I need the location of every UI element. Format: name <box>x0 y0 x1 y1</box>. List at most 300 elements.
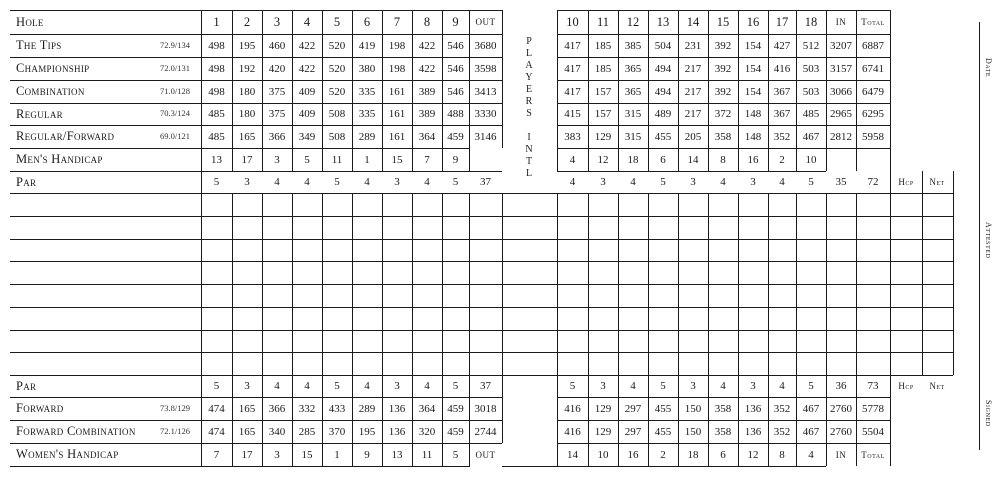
score-front-entry[interactable] <box>442 330 469 352</box>
score-front-entry[interactable] <box>382 307 412 330</box>
score-front-entry[interactable] <box>262 216 292 239</box>
womens-handicap-back-value: 10 <box>597 448 609 461</box>
par-top-back-value: 5 <box>660 176 666 188</box>
score-front-entry[interactable] <box>322 307 352 330</box>
score-front-entry[interactable] <box>201 352 232 375</box>
score-back-entry[interactable] <box>678 307 708 330</box>
mens-handicap-front-value: 5 <box>304 153 310 166</box>
score-back-entry[interactable] <box>618 193 648 216</box>
score-back-entry[interactable] <box>768 284 796 307</box>
score-back-entry[interactable] <box>648 239 678 261</box>
score-net-entry[interactable] <box>922 216 952 239</box>
tee-combination-back-yardage: 392 <box>714 85 732 98</box>
score-front-entry[interactable] <box>232 330 262 352</box>
score-front-entry[interactable] <box>352 307 382 330</box>
tee-tips-rating: 72.9/134 <box>160 39 190 50</box>
tee-regular-front-yardage: 161 <box>388 108 406 120</box>
score-back-entry[interactable] <box>557 352 588 375</box>
score-back-entry[interactable] <box>708 284 738 307</box>
tee-combination-front-yardage: 335 <box>358 85 376 98</box>
score-front-entry[interactable] <box>382 261 412 284</box>
mens-handicap-front-value: 1 <box>364 153 370 166</box>
score-front-entry[interactable] <box>469 216 502 239</box>
score-front-entry[interactable] <box>412 284 442 307</box>
score-front-entry[interactable] <box>412 193 442 216</box>
score-back-entry[interactable] <box>796 261 826 284</box>
score-front-entry[interactable] <box>262 239 292 261</box>
score-back-entry[interactable] <box>618 307 648 330</box>
score-front-entry[interactable] <box>442 216 469 239</box>
grid-line-h <box>557 443 890 444</box>
score-net-entry[interactable] <box>922 307 952 330</box>
score-front-entry[interactable] <box>292 193 322 216</box>
score-back-entry[interactable] <box>796 352 826 375</box>
tee-forward-combination-back-yardage: 358 <box>714 425 732 438</box>
score-front-entry[interactable] <box>322 216 352 239</box>
tee-combination-front-yardage: 498 <box>208 85 225 98</box>
score-back-entry[interactable] <box>738 352 768 375</box>
score-back-entry[interactable] <box>856 239 890 261</box>
mens-handicap-back-value: 14 <box>687 153 699 166</box>
score-front-entry[interactable] <box>322 193 352 216</box>
score-back-entry[interactable] <box>618 284 648 307</box>
score-back-entry[interactable] <box>648 193 678 216</box>
score-back-entry[interactable] <box>648 216 678 239</box>
tee-regular-forward-front-yardage: 366 <box>268 130 286 143</box>
tee-regular-front-yardage: 409 <box>298 108 316 120</box>
score-back-entry[interactable] <box>796 307 826 330</box>
score-back-entry[interactable] <box>557 261 588 284</box>
mens-handicap-back-value: 2 <box>779 153 785 166</box>
score-front-entry[interactable] <box>292 307 322 330</box>
score-net-entry[interactable] <box>922 193 952 216</box>
grid-line-v <box>382 193 383 375</box>
womens-handicap-back-value: 2 <box>660 448 666 461</box>
grid-line-h <box>10 80 502 81</box>
score-front-entry[interactable] <box>382 239 412 261</box>
score-back-entry[interactable] <box>588 239 618 261</box>
tee-regular-forward-back-yardage: 455 <box>654 130 672 143</box>
score-back-entry[interactable] <box>648 307 678 330</box>
score-front-entry[interactable] <box>292 352 322 375</box>
par-top-front-value: 5 <box>213 176 220 188</box>
score-front-entry[interactable] <box>262 284 292 307</box>
score-back-entry[interactable] <box>768 307 796 330</box>
header-in-label: IN <box>835 17 847 27</box>
score-back-entry[interactable] <box>856 193 890 216</box>
score-front-entry[interactable] <box>412 239 442 261</box>
score-front-entry[interactable] <box>322 330 352 352</box>
score-front-entry[interactable] <box>232 307 262 330</box>
mens-handicap-front-value: 7 <box>424 153 430 166</box>
score-front-entry[interactable] <box>262 307 292 330</box>
score-back-entry[interactable] <box>826 261 856 284</box>
score-back-entry[interactable] <box>618 261 648 284</box>
grid-line-v <box>768 375 769 466</box>
score-back-entry[interactable] <box>678 261 708 284</box>
grid-line-h <box>10 352 502 353</box>
score-front-entry[interactable] <box>201 261 232 284</box>
score-front-entry[interactable] <box>412 307 442 330</box>
womens-handicap-front-value: 17 <box>241 448 253 461</box>
score-back-entry[interactable] <box>588 261 618 284</box>
tee-forward-front-yardage: 136 <box>388 402 406 415</box>
score-front-entry[interactable] <box>352 284 382 307</box>
score-front-entry[interactable] <box>352 261 382 284</box>
score-back-entry[interactable] <box>826 216 856 239</box>
score-back-entry[interactable] <box>557 216 588 239</box>
score-front-entry[interactable] <box>382 193 412 216</box>
score-net-entry[interactable] <box>922 239 952 261</box>
grid-line-v <box>201 148 202 193</box>
tee-championship-out-total: 3598 <box>474 62 497 75</box>
score-back-entry[interactable] <box>708 330 738 352</box>
header-hole-number: 12 <box>626 14 640 29</box>
grid-line-v <box>678 375 679 466</box>
mens-handicap-back-value: 6 <box>660 153 666 166</box>
grid-line-v <box>292 10 293 171</box>
score-back-entry[interactable] <box>826 352 856 375</box>
score-front-entry[interactable] <box>382 352 412 375</box>
grid-line-h <box>10 103 502 104</box>
score-back-entry[interactable] <box>796 330 826 352</box>
score-back-entry[interactable] <box>768 352 796 375</box>
score-net-entry[interactable] <box>922 352 952 375</box>
header-hole-number: 17 <box>775 14 789 29</box>
score-front-entry[interactable] <box>352 330 382 352</box>
score-front-entry[interactable] <box>412 216 442 239</box>
score-back-entry[interactable] <box>738 239 768 261</box>
score-front-entry[interactable] <box>442 239 469 261</box>
grid-line-h <box>10 10 502 11</box>
score-front-entry[interactable] <box>201 193 232 216</box>
score-back-entry[interactable] <box>648 352 678 375</box>
score-front-entry[interactable] <box>322 261 352 284</box>
score-front-entry[interactable] <box>232 239 262 261</box>
score-front-entry[interactable] <box>232 193 262 216</box>
mens-handicap-back-value: 10 <box>805 153 817 166</box>
score-back-entry[interactable] <box>796 239 826 261</box>
grid-line-v <box>412 10 413 171</box>
tee-forward-combination-back-yardage: 150 <box>684 425 702 438</box>
score-front-entry[interactable] <box>292 261 322 284</box>
tee-regular-forward-front-yardage: 508 <box>328 130 346 143</box>
tee-regular-back-yardage: 485 <box>802 108 820 120</box>
tee-tips-front-yardage: 546 <box>447 39 464 52</box>
score-player-name-field[interactable] <box>10 216 200 239</box>
grid-line-v <box>292 375 293 466</box>
score-hcp-entry[interactable] <box>890 307 922 330</box>
score-front-entry[interactable] <box>322 352 352 375</box>
score-player-name-field[interactable] <box>10 352 200 375</box>
score-back-entry[interactable] <box>588 284 618 307</box>
score-back-entry[interactable] <box>796 193 826 216</box>
score-front-entry[interactable] <box>232 261 262 284</box>
score-back-entry[interactable] <box>738 216 768 239</box>
score-back-entry[interactable] <box>768 239 796 261</box>
score-front-entry[interactable] <box>292 239 322 261</box>
womens-handicap-out-label: OUT <box>475 449 496 460</box>
grid-line-h <box>557 34 890 35</box>
score-back-entry[interactable] <box>618 239 648 261</box>
score-net-entry[interactable] <box>922 330 952 352</box>
score-front-entry[interactable] <box>412 330 442 352</box>
tee-tips-back-yardage: 427 <box>773 39 791 52</box>
score-back-entry[interactable] <box>768 216 796 239</box>
score-back-entry[interactable] <box>678 239 708 261</box>
score-net-entry[interactable] <box>922 261 952 284</box>
score-back-entry[interactable] <box>826 239 856 261</box>
grid-line-v <box>201 193 202 375</box>
score-hcp-entry[interactable] <box>890 284 922 307</box>
tee-regular-forward-front-yardage: 165 <box>238 130 256 143</box>
par-top-front-value: 5 <box>452 176 459 188</box>
score-back-entry[interactable] <box>557 307 588 330</box>
score-player-name-field[interactable] <box>10 284 200 307</box>
mens-handicap-front-value: 17 <box>241 153 253 166</box>
score-front-entry[interactable] <box>442 307 469 330</box>
score-player-name-field[interactable] <box>10 261 200 284</box>
score-front-entry[interactable] <box>201 216 232 239</box>
score-back-entry[interactable] <box>768 193 796 216</box>
tee-championship-rating: 72.0/131 <box>160 62 190 73</box>
score-front-entry[interactable] <box>292 330 322 352</box>
score-back-entry[interactable] <box>678 216 708 239</box>
score-front-entry[interactable] <box>322 284 352 307</box>
score-back-entry[interactable] <box>856 261 890 284</box>
tee-forward-back-yardage: 129 <box>594 402 612 415</box>
grid-line-v <box>826 10 827 171</box>
grid-line-v <box>382 10 383 171</box>
score-front-entry[interactable] <box>382 284 412 307</box>
score-back-entry[interactable] <box>618 216 648 239</box>
score-front-entry[interactable] <box>201 330 232 352</box>
score-back-entry[interactable] <box>856 216 890 239</box>
score-back-entry[interactable] <box>738 284 768 307</box>
womens-handicap-back-value: 14 <box>567 448 578 461</box>
tee-combination-front-yardage: 180 <box>238 85 256 98</box>
score-front-entry[interactable] <box>469 330 502 352</box>
womens-handicap-back-value: 4 <box>808 448 814 461</box>
score-back-entry[interactable] <box>738 307 768 330</box>
score-hcp-entry[interactable] <box>890 239 922 261</box>
tee-combination-back-yardage: 417 <box>564 85 581 98</box>
score-front-entry[interactable] <box>262 261 292 284</box>
tee-tips-back-yardage: 512 <box>802 39 820 52</box>
score-hcp-entry[interactable] <box>890 330 922 352</box>
womens-handicap-front-value: 3 <box>274 448 280 461</box>
score-back-entry[interactable] <box>648 284 678 307</box>
tee-combination-back-yardage: 367 <box>773 85 791 98</box>
tee-tips-back-yardage: 392 <box>714 39 732 52</box>
par-bottom-back-value: 5 <box>660 380 666 392</box>
grid-line-v <box>678 10 679 171</box>
score-back-entry[interactable] <box>618 330 648 352</box>
score-front-entry[interactable] <box>232 216 262 239</box>
header-hole-number: 4 <box>303 14 311 29</box>
tee-forward-front-yardage: 366 <box>268 402 286 415</box>
score-back-entry[interactable] <box>678 330 708 352</box>
grid-line-h <box>10 239 502 240</box>
score-back-entry[interactable] <box>588 307 618 330</box>
score-back-entry[interactable] <box>738 193 768 216</box>
tee-forward-combination-front-yardage: 474 <box>208 425 225 438</box>
score-back-entry[interactable] <box>678 352 708 375</box>
grid-line-h <box>502 239 953 240</box>
score-back-entry[interactable] <box>768 261 796 284</box>
score-front-entry[interactable] <box>352 216 382 239</box>
score-back-entry[interactable] <box>796 284 826 307</box>
grid-line-v <box>201 375 202 466</box>
score-back-entry[interactable] <box>826 330 856 352</box>
score-back-entry[interactable] <box>708 239 738 261</box>
tee-championship-front-yardage: 422 <box>418 62 436 75</box>
score-back-entry[interactable] <box>557 284 588 307</box>
score-back-entry[interactable] <box>618 352 648 375</box>
grid-line-h <box>10 420 502 421</box>
header-hole-number: 9 <box>452 14 459 29</box>
score-hcp-entry[interactable] <box>890 352 922 375</box>
score-net-entry[interactable] <box>922 284 952 307</box>
score-back-entry[interactable] <box>796 216 826 239</box>
score-hcp-entry[interactable] <box>890 261 922 284</box>
score-back-entry[interactable] <box>768 330 796 352</box>
tee-combination-grand-total: 6479 <box>862 85 884 98</box>
tee-combination-out-total: 3413 <box>474 85 497 98</box>
tee-regular-forward-back-yardage: 129 <box>594 130 612 143</box>
tee-regular-forward-grand-total: 5958 <box>862 130 884 143</box>
score-front-entry[interactable] <box>232 284 262 307</box>
score-front-entry[interactable] <box>262 352 292 375</box>
score-back-entry[interactable] <box>708 352 738 375</box>
score-back-entry[interactable] <box>708 261 738 284</box>
tee-regular-forward-back-yardage: 467 <box>802 130 820 143</box>
grid-line-v <box>890 375 891 466</box>
grid-line-v <box>826 375 827 466</box>
grid-line-h <box>557 125 890 126</box>
par-top-back-value: 3 <box>690 176 696 188</box>
score-back-entry[interactable] <box>588 216 618 239</box>
score-back-entry[interactable] <box>856 307 890 330</box>
grid-line-v <box>557 193 558 375</box>
score-front-entry[interactable] <box>412 352 442 375</box>
score-player-name-field[interactable] <box>10 330 200 352</box>
score-back-entry[interactable] <box>588 193 618 216</box>
score-front-entry[interactable] <box>262 330 292 352</box>
tee-combination-back-yardage: 365 <box>624 85 642 98</box>
score-front-entry[interactable] <box>322 239 352 261</box>
tee-regular-front-yardage: 508 <box>328 108 346 120</box>
score-front-entry[interactable] <box>469 352 502 375</box>
grid-line-v <box>979 22 980 450</box>
score-front-entry[interactable] <box>352 193 382 216</box>
grid-line-h <box>10 34 502 35</box>
score-back-entry[interactable] <box>738 330 768 352</box>
score-back-entry[interactable] <box>557 239 588 261</box>
grid-line-v <box>922 171 923 375</box>
score-front-entry[interactable] <box>382 216 412 239</box>
grid-line-h <box>557 10 890 11</box>
tee-combination-front-yardage: 520 <box>328 85 346 98</box>
tee-tips-front-yardage: 419 <box>358 39 376 52</box>
score-front-entry[interactable] <box>469 307 502 330</box>
tee-tips-front-yardage: 498 <box>208 39 225 52</box>
score-front-entry[interactable] <box>382 330 412 352</box>
par-bottom-total-value: 73 <box>867 380 879 392</box>
score-front-entry[interactable] <box>201 284 232 307</box>
score-back-entry[interactable] <box>557 193 588 216</box>
score-front-entry[interactable] <box>442 284 469 307</box>
score-front-entry[interactable] <box>352 352 382 375</box>
score-player-name-field[interactable] <box>10 193 200 216</box>
womens-handicap-back-value: 6 <box>720 448 726 461</box>
score-front-entry[interactable] <box>442 352 469 375</box>
score-front-entry[interactable] <box>442 193 469 216</box>
score-front-entry[interactable] <box>469 193 502 216</box>
grid-line-h <box>10 307 502 308</box>
score-back-entry[interactable] <box>826 307 856 330</box>
score-front-entry[interactable] <box>292 284 322 307</box>
score-player-name-field[interactable] <box>10 239 200 261</box>
score-back-entry[interactable] <box>856 330 890 352</box>
score-back-entry[interactable] <box>648 261 678 284</box>
grid-line-v <box>588 375 589 466</box>
score-back-entry[interactable] <box>856 352 890 375</box>
score-front-entry[interactable] <box>352 239 382 261</box>
mens-handicap-back-value: 18 <box>627 153 639 166</box>
score-back-entry[interactable] <box>856 284 890 307</box>
score-hcp-entry[interactable] <box>890 193 922 216</box>
score-back-entry[interactable] <box>708 216 738 239</box>
tee-regular-rating: 70.3/124 <box>160 108 190 118</box>
mens-handicap-back-value: 12 <box>597 153 609 166</box>
score-back-entry[interactable] <box>588 330 618 352</box>
score-hcp-entry[interactable] <box>890 216 922 239</box>
score-front-entry[interactable] <box>232 352 262 375</box>
score-back-entry[interactable] <box>648 330 678 352</box>
score-front-entry[interactable] <box>469 261 502 284</box>
score-back-entry[interactable] <box>826 193 856 216</box>
par-bottom-front-value: 5 <box>334 380 340 392</box>
score-back-entry[interactable] <box>738 261 768 284</box>
score-front-entry[interactable] <box>201 307 232 330</box>
par-top-front-value: 4 <box>274 176 280 188</box>
score-front-entry[interactable] <box>292 216 322 239</box>
score-front-entry[interactable] <box>469 239 502 261</box>
score-back-entry[interactable] <box>557 330 588 352</box>
par-top-front-value: 5 <box>334 176 340 188</box>
score-back-entry[interactable] <box>826 284 856 307</box>
tee-forward-combination-name: Forward Combination <box>16 424 136 438</box>
score-player-name-field[interactable] <box>10 307 200 330</box>
par-bottom-front-value: 4 <box>274 380 280 392</box>
tee-forward-in-total: 2760 <box>830 402 852 415</box>
score-front-entry[interactable] <box>469 284 502 307</box>
score-back-entry[interactable] <box>708 307 738 330</box>
score-back-entry[interactable] <box>708 193 738 216</box>
tee-forward-combination-back-yardage: 297 <box>624 425 642 438</box>
tee-forward-rating: 73.8/129 <box>160 402 190 413</box>
signed-label: Signed <box>984 400 993 427</box>
score-back-entry[interactable] <box>678 193 708 216</box>
score-front-entry[interactable] <box>262 193 292 216</box>
score-front-entry[interactable] <box>412 261 442 284</box>
score-front-entry[interactable] <box>201 239 232 261</box>
score-front-entry[interactable] <box>442 261 469 284</box>
score-back-entry[interactable] <box>588 352 618 375</box>
score-back-entry[interactable] <box>678 284 708 307</box>
tee-tips-in-total: 3207 <box>830 39 852 52</box>
